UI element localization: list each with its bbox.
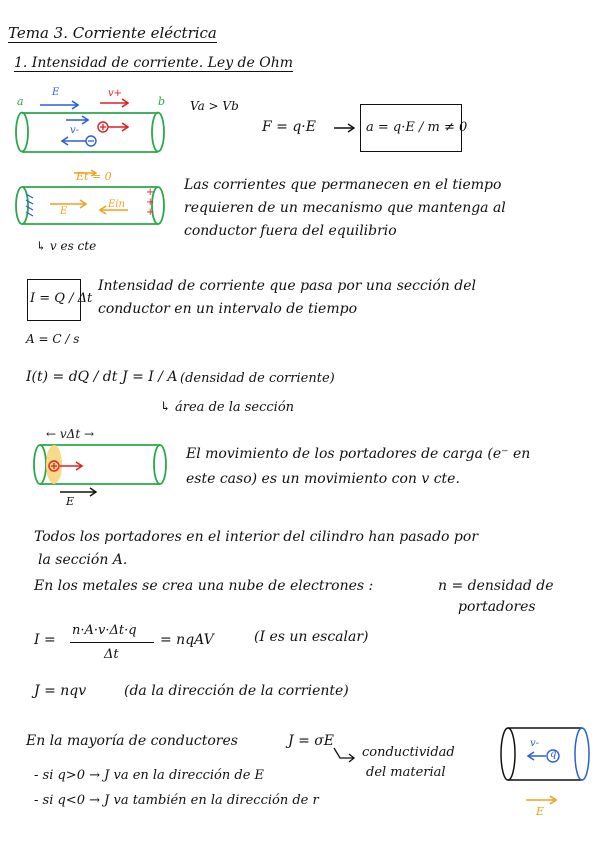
formula-I-note: (I es un escalar) bbox=[254, 629, 369, 645]
label-q4: q bbox=[550, 749, 557, 760]
formula-I-lhs: I = bbox=[34, 632, 56, 648]
sigma-note-1: conductividad bbox=[362, 745, 455, 760]
label-v4: v- bbox=[530, 738, 540, 749]
area-note: ↳ área de la sección bbox=[160, 400, 295, 415]
text-corrientes-3: conductor fuera del equilibrio bbox=[184, 223, 397, 239]
label-E2: E bbox=[60, 206, 68, 217]
plus-charge-1: + bbox=[146, 187, 155, 198]
text-todos-1: Todos los portadores en el interior del cilindro han pasado por bbox=[34, 529, 479, 545]
acceleration-formula: a = q·E / m ≠ 0 bbox=[366, 120, 468, 135]
page-title: Tema 3. Corriente eléctrica bbox=[8, 24, 217, 42]
label-E3: E bbox=[66, 495, 75, 508]
plus-charge-3: + bbox=[146, 207, 155, 218]
force-formula: F = q·E bbox=[262, 119, 316, 135]
section-title: 1. Intensidad de corriente. Ley de Ohm bbox=[14, 55, 294, 71]
label-vminus: v- bbox=[70, 125, 80, 136]
text-portadores: portadores bbox=[458, 599, 536, 615]
text-todos-2: la sección A. bbox=[38, 552, 128, 568]
plus-charge-2: + bbox=[146, 197, 155, 208]
sigma-note-2: del material bbox=[366, 765, 446, 780]
ampere-units: A = C / s bbox=[26, 332, 80, 346]
potential-condition: Va > Vb bbox=[190, 99, 239, 113]
case-negative: - si q<0 → J va también en la dirección de r bbox=[34, 793, 319, 808]
J-desc: (densidad de corriente) bbox=[180, 371, 335, 386]
text-corrientes-1: Las corrientes que permanecen en el tiempo bbox=[184, 177, 502, 193]
text-movimiento-1: El movimiento de los portadores de carga (e⁻ en bbox=[186, 446, 531, 462]
text-movimiento-2: este caso) es un movimiento con v cte. bbox=[186, 471, 460, 487]
label-E4: E bbox=[536, 805, 545, 818]
ohm-law: J = σE bbox=[288, 733, 335, 749]
text-metales: En los metales se crea una nube de electrones : bbox=[34, 578, 374, 594]
text-densidad: n = densidad de bbox=[438, 578, 554, 594]
J-formula: J = I / A bbox=[122, 369, 178, 385]
formula-I-denominator: Δt bbox=[104, 647, 119, 662]
text-corrientes-2: requieren de un mecanismo que mantenga al bbox=[184, 200, 506, 216]
label-b: b bbox=[158, 95, 166, 108]
formula-I-rhs: = nqAV bbox=[160, 632, 214, 648]
ohm-text: En la mayoría de conductores bbox=[26, 733, 238, 749]
label-Ein: Ein bbox=[108, 199, 125, 210]
label-Et: Et = 0 bbox=[76, 170, 112, 183]
label-vplus: v+ bbox=[108, 88, 123, 99]
intensity-desc-1: Intensidad de corriente que pasa por una sección del bbox=[98, 278, 476, 294]
label-a: a bbox=[17, 95, 24, 108]
intensity-formula: I = Q / Δt bbox=[30, 291, 93, 306]
vdt-label: ← vΔt → bbox=[46, 427, 95, 441]
case-positive: - si q>0 → J va en la dirección de E bbox=[34, 768, 265, 783]
formula-I-numerator: n·A·v·Δt·q bbox=[72, 623, 137, 638]
formula-J: J = nqv bbox=[34, 683, 87, 699]
It-formula: I(t) = dQ / dt bbox=[26, 369, 118, 385]
formula-J-note: (da la dirección de la corriente) bbox=[124, 683, 349, 699]
intensity-desc-2: conductor en un intervalo de tiempo bbox=[98, 301, 357, 317]
label-E: E bbox=[52, 87, 60, 98]
v-constant-note: ↳ v es cte bbox=[36, 239, 97, 253]
